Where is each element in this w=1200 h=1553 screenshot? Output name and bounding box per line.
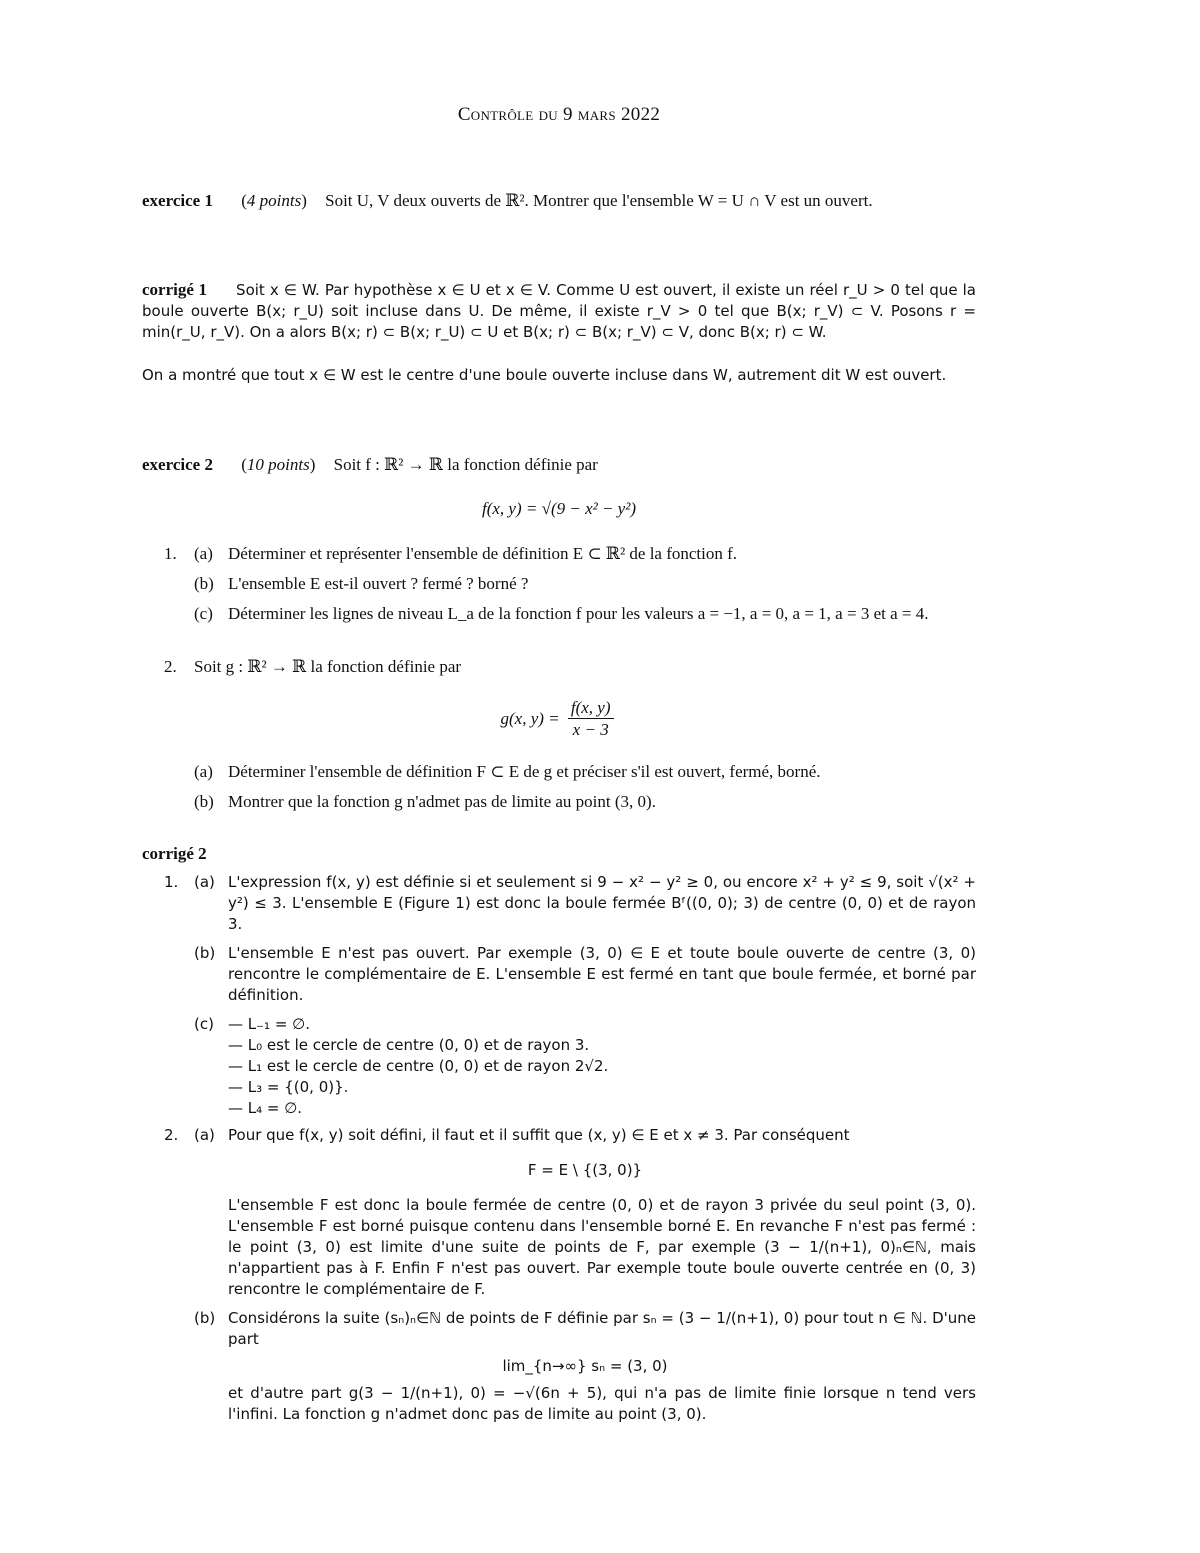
formula-limit: lim_{n→∞} sₙ = (3, 0) bbox=[502, 1357, 668, 1375]
formula-f: f(x, y) = √(9 − x² − y²) bbox=[482, 499, 636, 518]
formula-F: F = E \ {(3, 0)} bbox=[527, 1161, 643, 1179]
correction-2-number-2: 2. bbox=[164, 1126, 179, 1144]
exercise-2-points: 10 points bbox=[246, 455, 310, 474]
list-item: — L₃ = {(0, 0)}. bbox=[228, 1078, 349, 1096]
formula-g-lhs: g(x, y) = bbox=[500, 709, 560, 728]
correction-1-paragraph-2: On a montré que tout x ∈ W est le centre d'une boule ouverte incluse dans W, autrement dit W est ouvert. bbox=[142, 366, 947, 384]
list-item: — L₄ = ∅. bbox=[228, 1099, 303, 1117]
correction-1-label: corrigé 1 bbox=[142, 280, 207, 299]
correction-1-paragraph-1: Soit x ∈ W. Par hypothèse x ∈ U et x ∈ V. Comme U est ouvert, il existe un réel r_U > 0 tel que la boule ouverte B(x; r_U) soit incluse dans U. De même, il existe r_V > 0 tel que B(x; r_V) ⊂ V. Posons r = min(r_U, r_V). On a alors B(x; r) ⊂ B(x; r_U) ⊂ U et B(x; r) ⊂ B(x; r_V) ⊂ V, donc B(x; r) ⊂ W. bbox=[142, 281, 977, 341]
correction-2-1b-tag: (b) bbox=[194, 944, 216, 962]
exercise-1-points: 4 points bbox=[246, 191, 302, 210]
question-1a-tag: (a) bbox=[194, 544, 213, 563]
question-1c-tag: (c) bbox=[194, 604, 213, 623]
question-1b: L'ensemble E est-il ouvert ? fermé ? borné ? bbox=[228, 574, 529, 593]
question-2a: Déterminer l'ensemble de définition F ⊂ E de g et préciser s'il est ouvert, fermé, borné. bbox=[228, 762, 821, 781]
level-lines-list bbox=[228, 1014, 976, 1119]
list-item: — L₁ est le cercle de centre (0, 0) et de rayon 2√2. bbox=[228, 1057, 609, 1075]
question-1a: Déterminer et représenter l'ensemble de définition E ⊂ ℝ² de la fonction f. bbox=[228, 544, 738, 563]
correction-2-2b-tag: (b) bbox=[194, 1309, 216, 1327]
correction-2-1c-tag: (c) bbox=[194, 1015, 214, 1033]
question-2-intro: Soit g : ℝ² → ℝ la fonction définie par bbox=[194, 657, 462, 676]
correction-2-1a: L'expression f(x, y) est définie si et seulement si 9 − x² − y² ≥ 0, ou encore x² + y² ≤ 9, soit √(x² + y²) ≤ 3. L'ensemble E (Figure 1) est donc la boule fermée Bᶠ((0, 0); 3) de centre (0, 0) et de rayon 3. bbox=[228, 873, 976, 933]
list-item: — L₀ est le cercle de centre (0, 0) et de rayon 3. bbox=[228, 1036, 590, 1054]
exercise-2-label: exercice 2 bbox=[142, 455, 213, 474]
question-2-number: 2. bbox=[164, 657, 177, 676]
correction-2-2b: Considérons la suite (sₙ)ₙ∈ℕ de points de F définie par sₙ = (3 − 1/(n+1), 0) pour tout n ∈ ℕ. D'une part bbox=[228, 1309, 976, 1348]
exercise-1-label: exercice 1 bbox=[142, 191, 213, 210]
question-1-number: 1. bbox=[164, 544, 177, 563]
exercise-2-header bbox=[142, 454, 976, 475]
formula-g-fraction bbox=[568, 697, 614, 740]
question-2b: Montrer que la fonction g n'admet pas de limite au point (3, 0). bbox=[228, 792, 656, 811]
question-1b-tag: (b) bbox=[194, 574, 214, 593]
correction-2-1b: L'ensemble E n'est pas ouvert. Par exemple (3, 0) ∈ E et toute boule ouverte de centre (3, 0) rencontre le complémentaire de E. L'ensemble E est fermé en tant que boule fermée, et borné par définition. bbox=[228, 944, 976, 1004]
exercise-2-intro: Soit f : ℝ² → ℝ la fonction définie par bbox=[333, 455, 598, 474]
correction-2-part-2 bbox=[164, 1125, 976, 1425]
question-1 bbox=[164, 543, 976, 624]
list-item: — L₋₁ = ∅. bbox=[228, 1015, 310, 1033]
correction-2-2a: Pour que f(x, y) soit défini, il faut et il suffit que (x, y) ∈ E et x ≠ 3. Par conséquent bbox=[228, 1126, 850, 1144]
correction-1 bbox=[142, 279, 976, 343]
question-2 bbox=[164, 656, 976, 677]
correction-2-1a-tag: (a) bbox=[194, 873, 215, 891]
question-2a-tag: (a) bbox=[194, 762, 213, 781]
correction-2-2a-continued: L'ensemble F est donc la boule fermée de centre (0, 0) et de rayon 3 privée du seul point (3, 0). L'ensemble F est borné puisque contenu dans l'ensemble borné E. En revanche F n'est pas fermé : le point (3, 0) est limite d'une suite de points de F, par exemple (3 − 1/(n+1), 0)ₙ∈ℕ, mais n'appartient pas à F. Enfin F n'est pas ouvert. Par exemple toute boule ouverte centrée en (0, 3) rencontre le complémentaire de F. bbox=[228, 1196, 976, 1298]
question-2b-tag: (b) bbox=[194, 792, 214, 811]
formula-g-numerator: f(x, y) bbox=[568, 697, 614, 719]
exercise-1-text: Soit U, V deux ouverts de ℝ². Montrer que l'ensemble W = U ∩ V est un ouvert. bbox=[325, 191, 873, 210]
correction-2-number-1: 1. bbox=[164, 873, 179, 891]
formula-g bbox=[142, 697, 976, 740]
question-2-parts bbox=[194, 761, 976, 812]
formula-g-denominator: x − 3 bbox=[572, 720, 609, 739]
correction-2-label-wrap bbox=[142, 843, 976, 864]
exercise-1 bbox=[142, 190, 976, 211]
correction-2-part-1 bbox=[164, 872, 976, 1119]
correction-2-2b-continued: et d'autre part g(3 − 1/(n+1), 0) = −√(6n + 5), qui n'a pas de limite finie lorsque n tend vers l'infini. La fonction g n'admet donc pas de limite au point (3, 0). bbox=[228, 1384, 976, 1423]
correction-2-label: corrigé 2 bbox=[142, 844, 207, 863]
correction-2-2a-tag: (a) bbox=[194, 1126, 215, 1144]
page-title: Contrôle du 9 mars 2022 bbox=[457, 104, 661, 125]
question-1c: Déterminer les lignes de niveau L_a de la fonction f pour les valeurs a = −1, a = 0, a = 1, a = 3 et a = 4. bbox=[228, 604, 929, 623]
